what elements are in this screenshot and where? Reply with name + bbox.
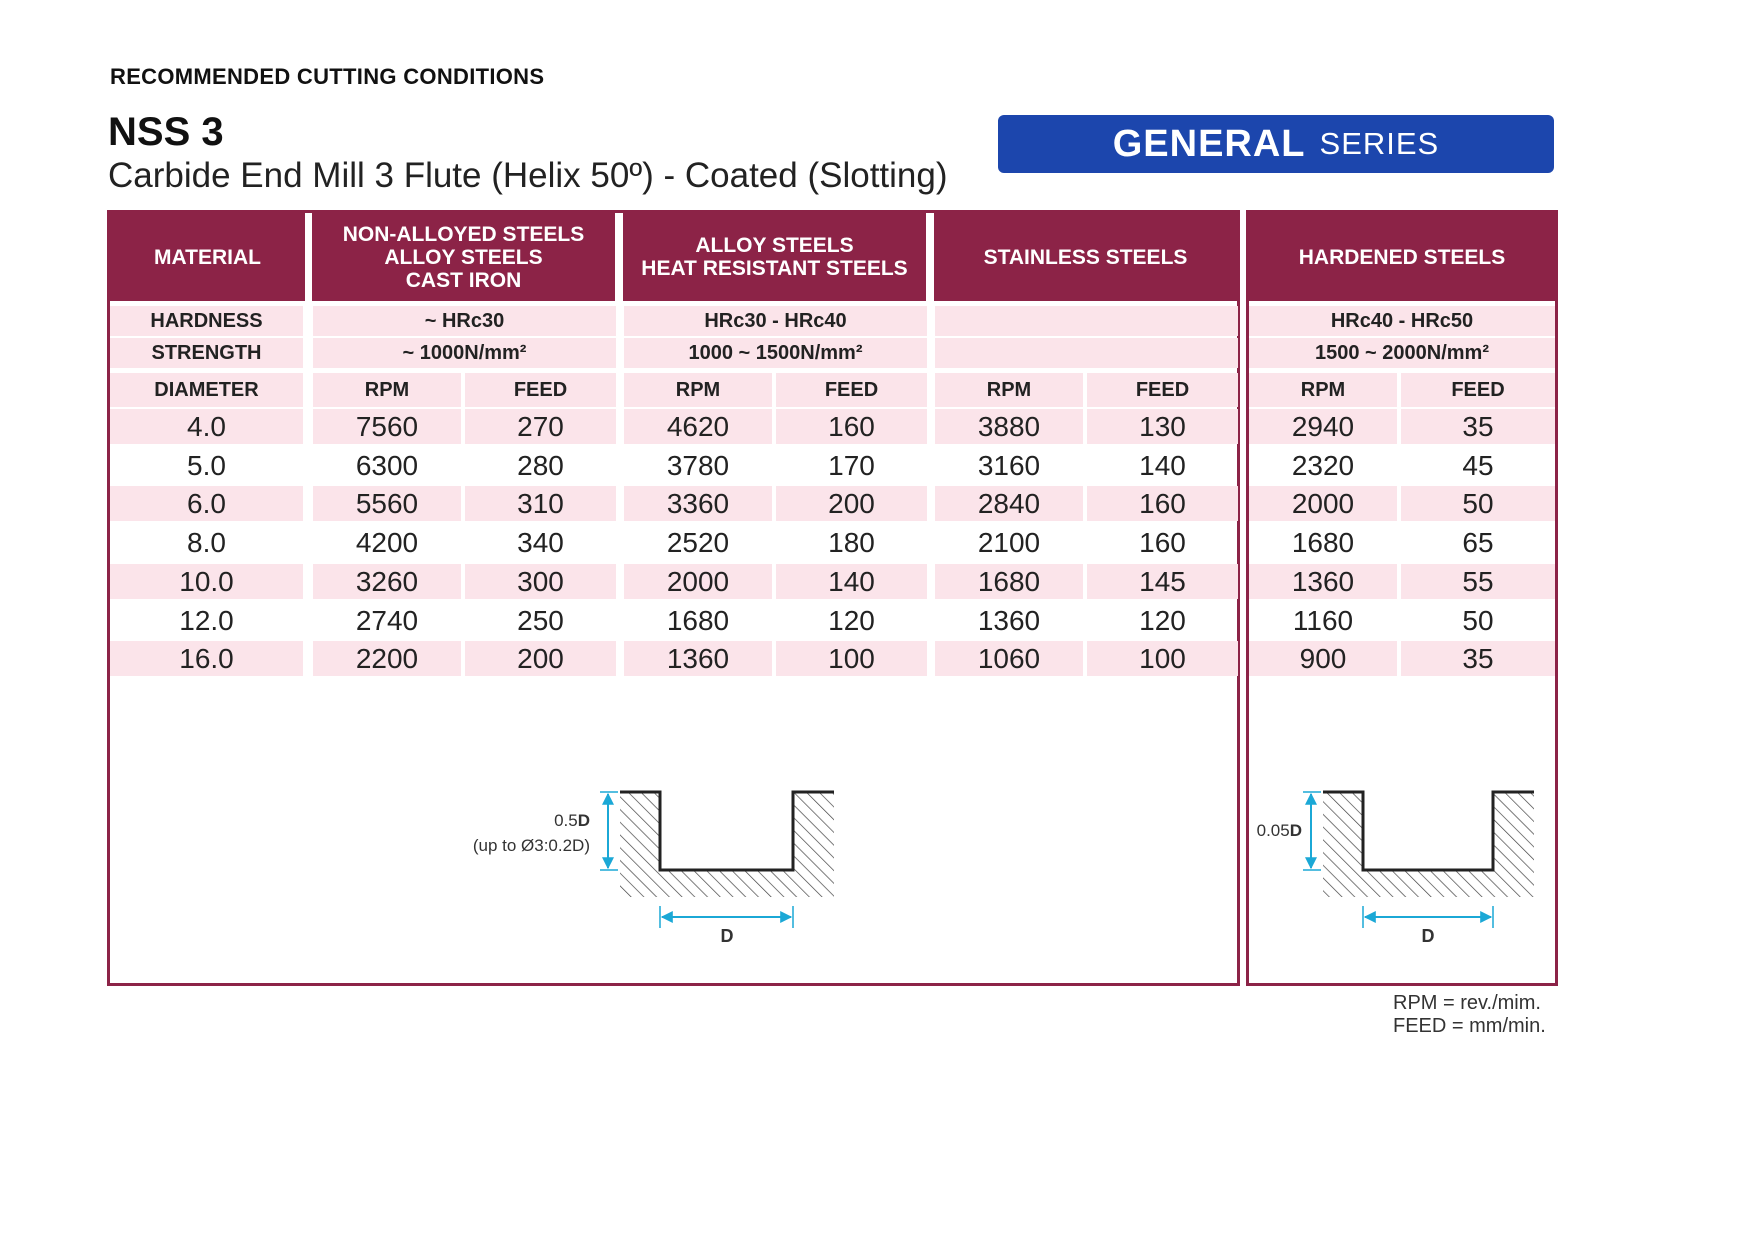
feed-cell: 55 <box>1401 564 1555 599</box>
rpm-label: RPM <box>624 373 772 407</box>
doc-top-label: RECOMMENDED CUTTING CONDITIONS <box>110 64 545 89</box>
rpm-cell: 3160 <box>977 449 1041 481</box>
width-label-left: D <box>720 926 734 946</box>
rpm-cell: 2320 <box>1291 449 1355 481</box>
strength-stainless <box>935 338 1238 368</box>
rpm-cell: 1680 <box>1291 526 1355 558</box>
hardness-stainless <box>935 306 1238 336</box>
diameter-cell: 10.0 <box>110 564 303 599</box>
rpm-cell: 2100 <box>977 526 1041 558</box>
feed-cell: 270 <box>465 409 616 444</box>
feed-cell: 100 <box>776 641 927 676</box>
diameter-cell: 5.0 <box>187 449 226 481</box>
slot-material-hatch <box>620 792 834 897</box>
slot-diagram-left <box>450 780 850 950</box>
feed-cell: 160 <box>776 409 927 444</box>
width-label-right: D <box>1421 926 1435 946</box>
feed-cell: 160 <box>1139 526 1186 558</box>
note-rpm: RPM = rev./mim. <box>1393 992 1541 1014</box>
strength-non-alloyed: ~ 1000N/mm² <box>313 338 616 368</box>
feed-cell: 280 <box>517 449 564 481</box>
rpm-cell: 2940 <box>1249 409 1397 444</box>
rpm-cell: 1360 <box>977 604 1041 636</box>
rpm-cell: 1680 <box>935 564 1083 599</box>
feed-cell: 340 <box>517 526 564 558</box>
header-material: MATERIAL <box>110 213 305 301</box>
product-subtitle: Carbide End Mill 3 Flute (Helix 50º) - Coated (Slotting) <box>108 156 948 195</box>
feed-cell: 45 <box>1462 449 1494 481</box>
slot-diagram-right <box>1250 780 1550 950</box>
rpm-cell: 3260 <box>313 564 461 599</box>
rpm-cell: 2000 <box>624 564 772 599</box>
rpm-label: RPM <box>313 373 461 407</box>
hardness-non-alloyed: ~ HRc30 <box>313 306 616 336</box>
feed-label: FEED <box>465 373 616 407</box>
feed-cell: 140 <box>1139 449 1186 481</box>
feed-cell: 140 <box>776 564 927 599</box>
feed-cell: 250 <box>517 604 564 636</box>
series-bold: GENERAL <box>1112 122 1306 165</box>
feed-cell: 200 <box>776 486 927 521</box>
rpm-cell: 2000 <box>1249 486 1397 521</box>
slot-material-hatch <box>1323 792 1534 897</box>
rpm-cell: 5560 <box>313 486 461 521</box>
feed-label: FEED <box>1087 373 1238 407</box>
rpm-cell: 1680 <box>666 604 730 636</box>
feed-label: FEED <box>776 373 927 407</box>
diameter-cell: 6.0 <box>110 486 303 521</box>
rpm-cell: 2520 <box>666 526 730 558</box>
rpm-cell: 2200 <box>313 641 461 676</box>
rpm-cell: 1160 <box>1292 604 1354 636</box>
feed-cell: 160 <box>1087 486 1238 521</box>
rpm-cell: 2740 <box>355 604 419 636</box>
depth-label-right: 0.05D <box>1256 821 1302 840</box>
rpm-cell: 2840 <box>935 486 1083 521</box>
feed-cell: 170 <box>828 449 875 481</box>
diameter-cell: 4.0 <box>110 409 303 444</box>
hardness-label: HARDNESS <box>110 306 303 336</box>
note-feed: FEED = mm/min. <box>1393 1015 1546 1037</box>
header-alloy-steels: ALLOY STEELS HEAT RESISTANT STEELS <box>623 213 926 301</box>
strength-alloy-heat: 1000 ~ 1500N/mm² <box>624 338 927 368</box>
rpm-label: RPM <box>1249 373 1397 407</box>
strength-hardened: 1500 ~ 2000N/mm² <box>1249 338 1555 368</box>
feed-cell: 35 <box>1401 409 1555 444</box>
feed-cell: 120 <box>1139 604 1186 636</box>
series-badge <box>998 115 1554 173</box>
rpm-cell: 3880 <box>935 409 1083 444</box>
diameter-cell: 8.0 <box>187 526 226 558</box>
diameter-cell: 12.0 <box>179 604 234 636</box>
rpm-cell: 1360 <box>624 641 772 676</box>
depth-note-left: (up to Ø3:0.2D) <box>472 836 590 855</box>
header-hardened-steels: HARDENED STEELS <box>1249 213 1555 301</box>
feed-cell: 35 <box>1401 641 1555 676</box>
feed-cell: 200 <box>465 641 616 676</box>
feed-label: FEED <box>1401 373 1555 407</box>
rpm-cell: 6300 <box>355 449 419 481</box>
feed-cell: 300 <box>465 564 616 599</box>
strength-label: STRENGTH <box>110 338 303 368</box>
rpm-cell: 4620 <box>624 409 772 444</box>
product-code: NSS 3 <box>108 110 224 154</box>
depth-label-left: 0.5D <box>554 811 590 830</box>
feed-cell: 120 <box>828 604 875 636</box>
series-light: SERIES <box>1319 126 1440 161</box>
rpm-cell: 1060 <box>935 641 1083 676</box>
rpm-label: RPM <box>935 373 1083 407</box>
header-stainless-steels: STAINLESS STEELS <box>934 213 1237 301</box>
feed-cell: 130 <box>1087 409 1238 444</box>
hardness-hardened: HRc40 - HRc50 <box>1249 306 1555 336</box>
feed-cell: 100 <box>1087 641 1238 676</box>
rpm-cell: 7560 <box>313 409 461 444</box>
feed-cell: 310 <box>465 486 616 521</box>
hardness-alloy-heat: HRc30 - HRc40 <box>624 306 927 336</box>
rpm-cell: 3780 <box>666 449 730 481</box>
diameter-label: DIAMETER <box>110 373 303 407</box>
feed-cell: 65 <box>1462 526 1494 558</box>
feed-cell: 145 <box>1087 564 1238 599</box>
header-non-alloyed-steels: NON-ALLOYED STEELS ALLOY STEELS CAST IRON <box>312 213 615 301</box>
rpm-cell: 3360 <box>624 486 772 521</box>
feed-cell: 180 <box>828 526 875 558</box>
rpm-cell: 4200 <box>355 526 419 558</box>
feed-cell: 50 <box>1401 486 1555 521</box>
diameter-cell: 16.0 <box>110 641 303 676</box>
rpm-cell: 900 <box>1249 641 1397 676</box>
feed-cell: 50 <box>1462 604 1494 636</box>
rpm-cell: 1360 <box>1249 564 1397 599</box>
